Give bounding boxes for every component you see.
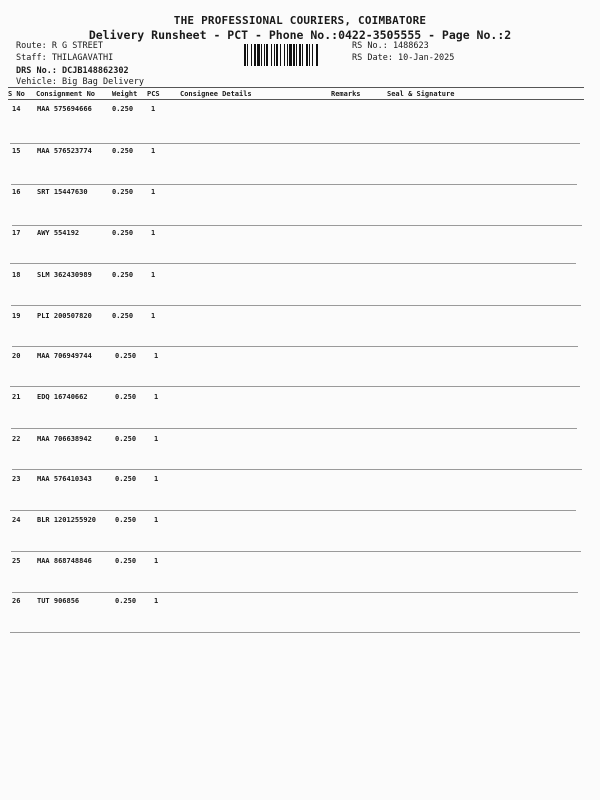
row-sno: 14 [12,105,21,113]
col-header-consignment: Consignment No [36,90,96,98]
row-divider [10,632,580,633]
row-consignment-number: SRT 15447630 [37,188,88,196]
row-pcs: 1 [151,188,156,196]
row-pcs: 1 [154,597,159,605]
row-weight: 0.250 [115,597,137,605]
table-row [0,393,600,403]
row-sno: 21 [12,393,21,401]
col-header-seal: Seal & Signature [387,90,455,98]
table-row [0,435,600,445]
row-pcs: 1 [154,393,159,401]
col-header-weight: Weight [112,90,138,98]
row-weight: 0.250 [115,435,137,443]
row-pcs: 1 [154,557,159,565]
row-divider [11,305,581,306]
row-sno: 15 [12,147,21,155]
col-header-pcs: PCS [147,90,160,98]
drs-number: DRS No.: DCJB148862302 [16,66,129,76]
table-row [0,352,600,362]
row-pcs: 1 [151,147,156,155]
route-label: Route: R G STREET [16,41,103,51]
row-consignment-number: PLI 200507820 [37,312,92,320]
row-consignment-number: MAA 706949744 [37,352,92,360]
row-weight: 0.250 [115,352,137,360]
row-sno: 18 [12,271,21,279]
row-consignment-number: MAA 706638942 [37,435,92,443]
table-row [0,597,600,607]
col-header-sno: S No [8,90,25,98]
row-pcs: 1 [154,435,159,443]
row-divider [10,143,580,144]
table-row [0,229,600,239]
rs-number: RS No.: 1488623 [352,41,429,51]
row-consignment-number: MAA 576523774 [37,147,92,155]
row-divider [10,510,576,511]
row-weight: 0.250 [115,557,137,565]
row-weight: 0.250 [115,516,137,524]
table-row [0,147,600,157]
table-row [0,188,600,198]
row-pcs: 1 [154,475,159,483]
row-sno: 19 [12,312,21,320]
row-pcs: 1 [154,516,159,524]
row-divider [12,225,582,226]
row-weight: 0.250 [112,271,134,279]
row-sno: 17 [12,229,21,237]
row-consignment-number: MAA 576410343 [37,475,92,483]
row-divider [11,551,581,552]
row-pcs: 1 [151,105,156,113]
vehicle-label: Vehicle: Big Bag Delivery [16,77,144,87]
row-sno: 23 [12,475,21,483]
row-pcs: 1 [151,229,156,237]
row-weight: 0.250 [112,105,134,113]
row-sno: 16 [12,188,21,196]
runsheet-subtitle: Delivery Runsheet - PCT - Phone No.:0422-3505555 - Page No.:2 [88,28,512,42]
row-pcs: 1 [151,271,156,279]
table-row [0,557,600,567]
col-header-remarks: Remarks [331,90,361,98]
row-sno: 22 [12,435,21,443]
row-sno: 20 [12,352,21,360]
col-header-consignee: Consignee Details [180,90,252,98]
row-weight: 0.250 [112,147,134,155]
row-divider [10,386,580,387]
table-row [0,516,600,526]
row-consignment-number: TUT 906856 [37,597,80,605]
barcode-image [243,44,343,66]
company-title: THE PROFESSIONAL COURIERS, COIMBATORE [173,14,427,27]
row-weight: 0.250 [115,393,137,401]
row-divider [12,346,578,347]
row-divider [10,263,576,264]
row-consignment-number: AWY 554192 [37,229,80,237]
table-row [0,312,600,322]
row-sno: 26 [12,597,21,605]
table-row [0,105,600,115]
row-consignment-number: EDQ 16740662 [37,393,88,401]
row-consignment-number: MAA 868748846 [37,557,92,565]
row-divider [11,184,577,185]
row-consignment-number: SLM 362430989 [37,271,92,279]
row-sno: 25 [12,557,21,565]
row-sno: 24 [12,516,21,524]
header-rule-bottom [8,99,584,100]
row-consignment-number: MAA 575694666 [37,105,92,113]
row-divider [11,428,577,429]
staff-label: Staff: THILAGAVATHI [16,53,114,63]
row-divider [12,469,582,470]
table-row [0,475,600,485]
header-rule-top [8,87,584,88]
row-divider [12,592,578,593]
row-pcs: 1 [151,312,156,320]
row-weight: 0.250 [112,188,134,196]
rs-date: RS Date: 10-Jan-2025 [352,53,455,63]
row-weight: 0.250 [115,475,137,483]
row-weight: 0.250 [112,312,134,320]
row-consignment-number: BLR 1201255920 [37,516,97,524]
row-pcs: 1 [154,352,159,360]
row-weight: 0.250 [112,229,134,237]
table-row [0,271,600,281]
